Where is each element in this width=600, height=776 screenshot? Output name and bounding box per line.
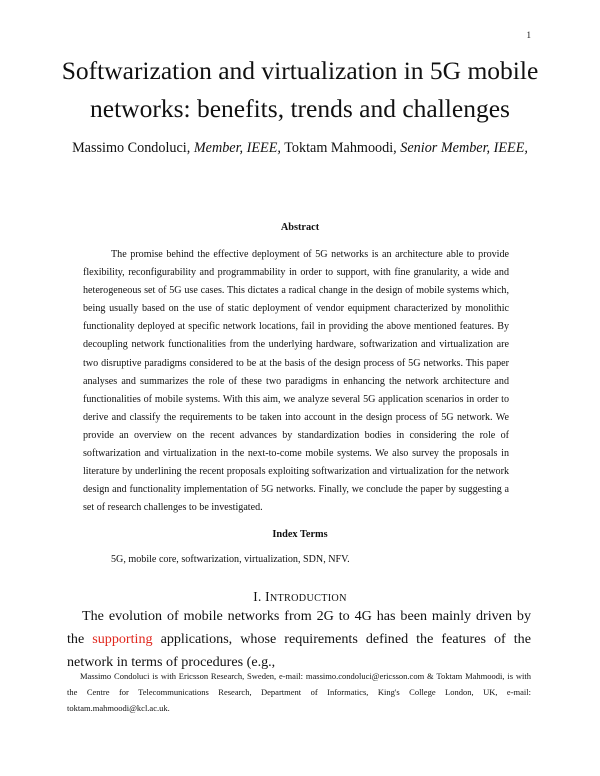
paper-title: Softwarization and virtualization in 5G mobile networks: benefits, trends and challenges [61, 56, 539, 123]
author-membership: Senior Member, IEEE, [400, 140, 528, 156]
section-numeral: I. [253, 589, 262, 604]
abstract-body: The promise behind the effective deployment of 5G networks is an architecture able to provide flexibility, reconfigurability and programmability in order to support, with fine granularity, a wide and heterogeneous set of 5G use cases. This dictates a radical change in the design of mobile systems which, being usually based on the use of static deployment of vendor equipment characterized by monolithic functionality deployed at specific network locations, fail in providing the above mentioned features. By decoupling network functionalities from the underlying hardware, softwarization and virtualization are two disruptive paradigms considered to be at the basis of the design process of 5G networks. This paper analyses and summarizes the role of these two paradigms in enhancing the network architecture and functionalities of mobile systems. With this aim, we analyze several 5G application scenarios in order to derive and classify the requirements to be taken into account in the design process of 5G network. We provide an overview on the recent advances by standardization bodies in considering the role of softwarization and virtualization in the next-to-come mobile systems. We also survey the proposals in literature by underlining the recent proposals exploiting softwarization and virtualization for the network design and functionality implementation of 5G networks. Finally, we conclude the paper by suggesting a set of research challenges to be investigated. [83, 249, 509, 514]
index-terms-heading: Index Terms [272, 529, 328, 540]
author-line [30, 140, 570, 157]
author-name: Toktam Mahmoodi, [284, 140, 397, 156]
author-membership: Member, IEEE, [193, 140, 281, 156]
section-title-rest: NTRODUCTION [269, 593, 347, 604]
introduction-paragraph [67, 605, 531, 674]
author-name: Massimo Condoluci, [72, 140, 191, 156]
abstract-heading: Abstract [280, 222, 320, 233]
index-terms-list: 5G, mobile core, softwarization, virtualization, SDN, NFV. [111, 554, 350, 565]
intro-text-start: The evolution of mobile networks from 2G to 4G has been mainly driven by the [67, 608, 531, 647]
intro-text-end: applications, whose requirements defined the features of the network in terms of procedures (e.g., [67, 631, 531, 670]
section-title-initial: I [265, 589, 270, 604]
author-affiliation-footnote: Massimo Condoluci is with Ericsson Research, Sweden, e-mail: massimo.condoluci@ericsson.com & Toktam Mahmoodi, is with the Centre for Telecommunications Research, Department of Informatics, King's College London, UK, e-mail: toktam.mahmoodi@kcl.ac.uk. [67, 671, 531, 713]
page-number: 1 [526, 30, 531, 40]
reference-link[interactable]: supporting [92, 631, 153, 647]
section-heading [0, 589, 600, 605]
